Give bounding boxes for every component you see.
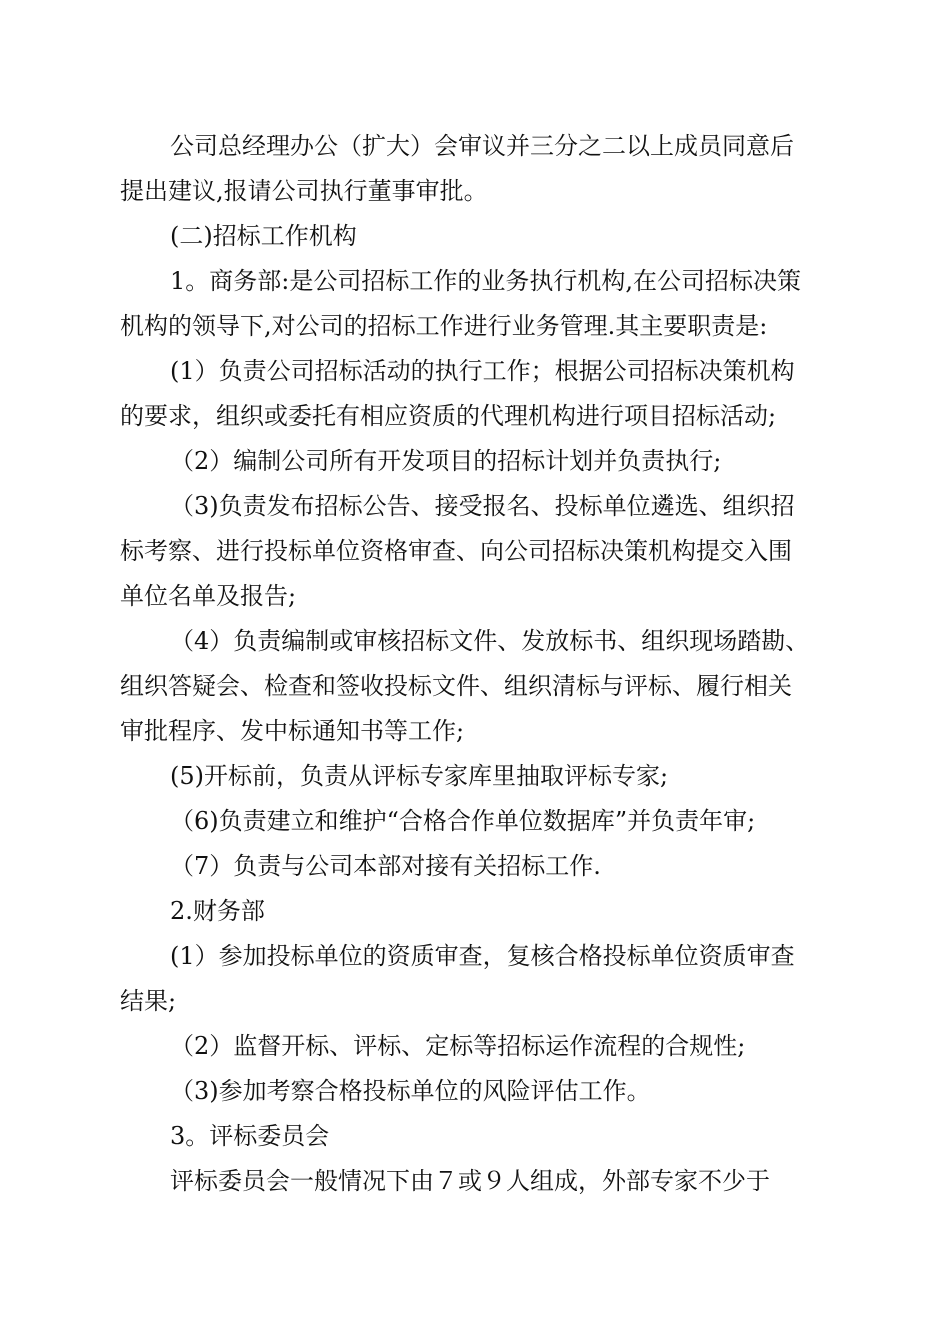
list-item-line-20: 结果; [120,987,177,1015]
section-heading-evaluation-committee: 3。评标委员会 [170,1122,330,1150]
list-item-line-22: （3)参加考察合格投标单位的风险评估工作。 [170,1077,651,1105]
list-item-line-9: （3)负责发布招标公告、接受报名、投标单位遴选、组织招 [170,492,795,520]
section-heading-bidding-organization: (二)招标工作机构 [170,222,357,250]
list-item-line-10: 标考察、进行投标单位资格审查、向公司招标决策机构提交入围 [120,537,792,565]
list-item-line-8: （2）编制公司所有开发项目的招标计划并负责执行; [170,447,722,475]
paragraph-line-4: 1。商务部:是公司招标工作的业务执行机构,在公司招标决策 [170,267,801,295]
list-item-line-14: 审批程序、发中标通知书等工作; [120,717,465,745]
paragraph-line-5: 机构的领导下,对公司的招标工作进行业务管理.其主要职责是: [120,312,768,340]
list-item-line-12: （4）负责编制或审核招标文件、发放标书、组织现场踏勘、 [170,627,810,655]
list-item-line-7: 的要求，组织或委托有相应资质的代理机构进行项目招标活动; [120,402,777,430]
list-item-line-21: （2）监督开标、评标、定标等招标运作流程的合规性; [170,1032,746,1060]
list-item-line-6: (1）负责公司招标活动的执行工作；根据公司招标决策机构 [170,357,795,385]
list-item-line-15: (5)开标前，负责从评标专家库里抽取评标专家; [170,762,669,790]
list-item-line-19: (1）参加投标单位的资质审查，复核合格投标单位资质审查 [170,942,795,970]
list-item-line-16: （6)负责建立和维护“合格合作单位数据库”并负责年审; [170,807,756,835]
paragraph-line-1: 公司总经理办公（扩大）会审议并三分之二以上成员同意后 [170,132,794,160]
list-item-line-11: 单位名单及报告; [120,582,297,610]
list-item-line-17: （7）负责与公司本部对接有关招标工作. [170,852,601,880]
list-item-line-13: 组织答疑会、检查和签收投标文件、组织清标与评标、履行相关 [120,672,792,700]
paragraph-line-24: 评标委员会一般情况下由７或９人组成，外部专家不少于 [170,1167,770,1195]
paragraph-line-2: 提出建议,报请公司执行董事审批。 [120,177,488,205]
section-heading-finance: 2.财务部 [170,897,265,925]
